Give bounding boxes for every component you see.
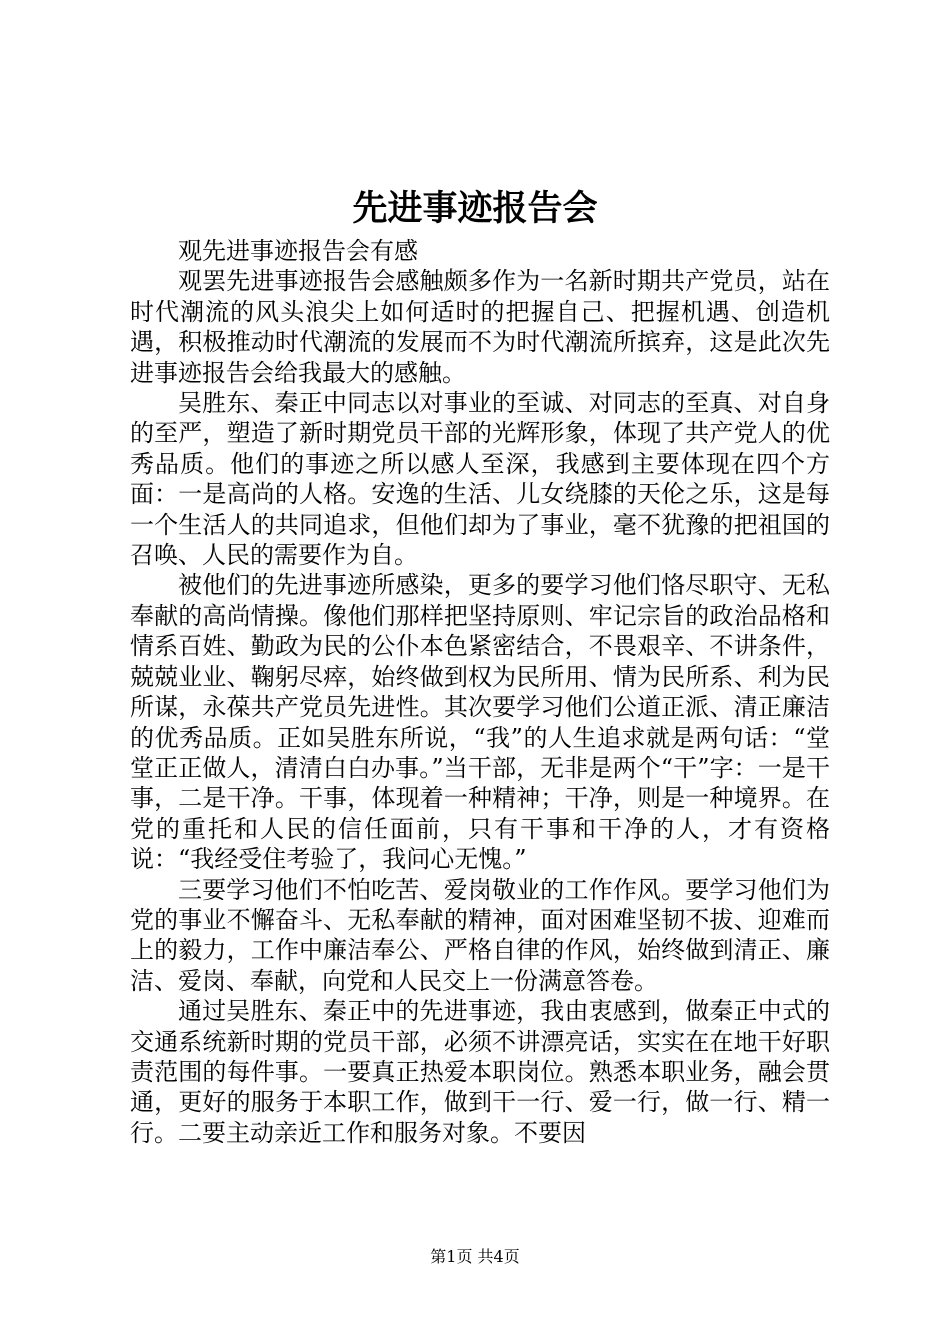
document-body (130, 236, 830, 1148)
paragraph-4: 三要学习他们不怕吃苦、爱岗敬业的工作作风。要学习他们为党的事业不懈奋斗、无私奉献的精神，面对困难坚韧不拔、迎难而上的毅力，工作中廉洁奉公、严格自律的作风，始终做到清正、廉洁、爱岗、奉献，向党和人民交上一份满意答卷。 (130, 875, 830, 995)
paragraph-2: 吴胜东、秦正中同志以对事业的至诚、对同志的至真、对自身的至严，塑造了新时期党员干部的光辉形象，体现了共产党人的优秀品质。他们的事迹之所以感人至深，我感到主要体现在四个方面：一是高尚的人格。安逸的生活、儿女绕膝的天伦之乐，这是每一个生活人的共同追求，但他们却为了事业，毫不犹豫的把祖国的召唤、人民的需要作为自。 (130, 389, 830, 570)
paragraph-5: 通过吴胜东、秦正中的先进事迹，我由衷感到，做秦正中式的交通系统新时期的党员干部，必须不讲漂亮话，实实在在地干好职责范围的每件事。一要真正热爱本职岗位。熟悉本职业务，融会贯通，更好的服务于本职工作，做到干一行、爱一行，做一行、精一行。二要主动亲近工作和服务对象。不要因 (130, 997, 830, 1147)
document-title: 先进事迹报告会 (352, 188, 598, 229)
paragraph-1: 观罢先进事迹报告会感触颇多作为一名新时期共产党员，站在时代潮流的风头浪尖上如何适时的把握自己、把握机遇、创造机遇，积极推动时代潮流的发展而不为时代潮流所摈弃，这是此次先进事迹报告会给我最大的感触。 (130, 267, 830, 387)
paragraph-3: 被他们的先进事迹所感染，更多的要学习他们恪尽职守、无私奉献的高尚情操。像他们那样把坚持原则、牢记宗旨的政治品格和情系百姓、勤政为民的公仆本色紧密结合，不畏艰辛、不讲条件，兢兢业业、鞠躬尽瘁，始终做到权为民所用、情为民所系、利为民所谋，永葆共产党员先进性。其次要学习他们公道正派、清正廉洁的优秀品质。正如吴胜东所说，“我”的人生追求就是两句话：“堂堂正正做人，清清白白办事。”当干部，无非是两个“干”字：一是干事，二是干净。干事，体现着一种精神；干净，则是一种境界。在党的重托和人民的信任面前，只有干事和干净的人，才有资格说：“我经受住考验了，我问心无愧。” (130, 571, 830, 874)
document-subtitle: 观先进事迹报告会有感 (178, 237, 418, 265)
page-number-footer: 第1页 共4页 (430, 1247, 520, 1266)
